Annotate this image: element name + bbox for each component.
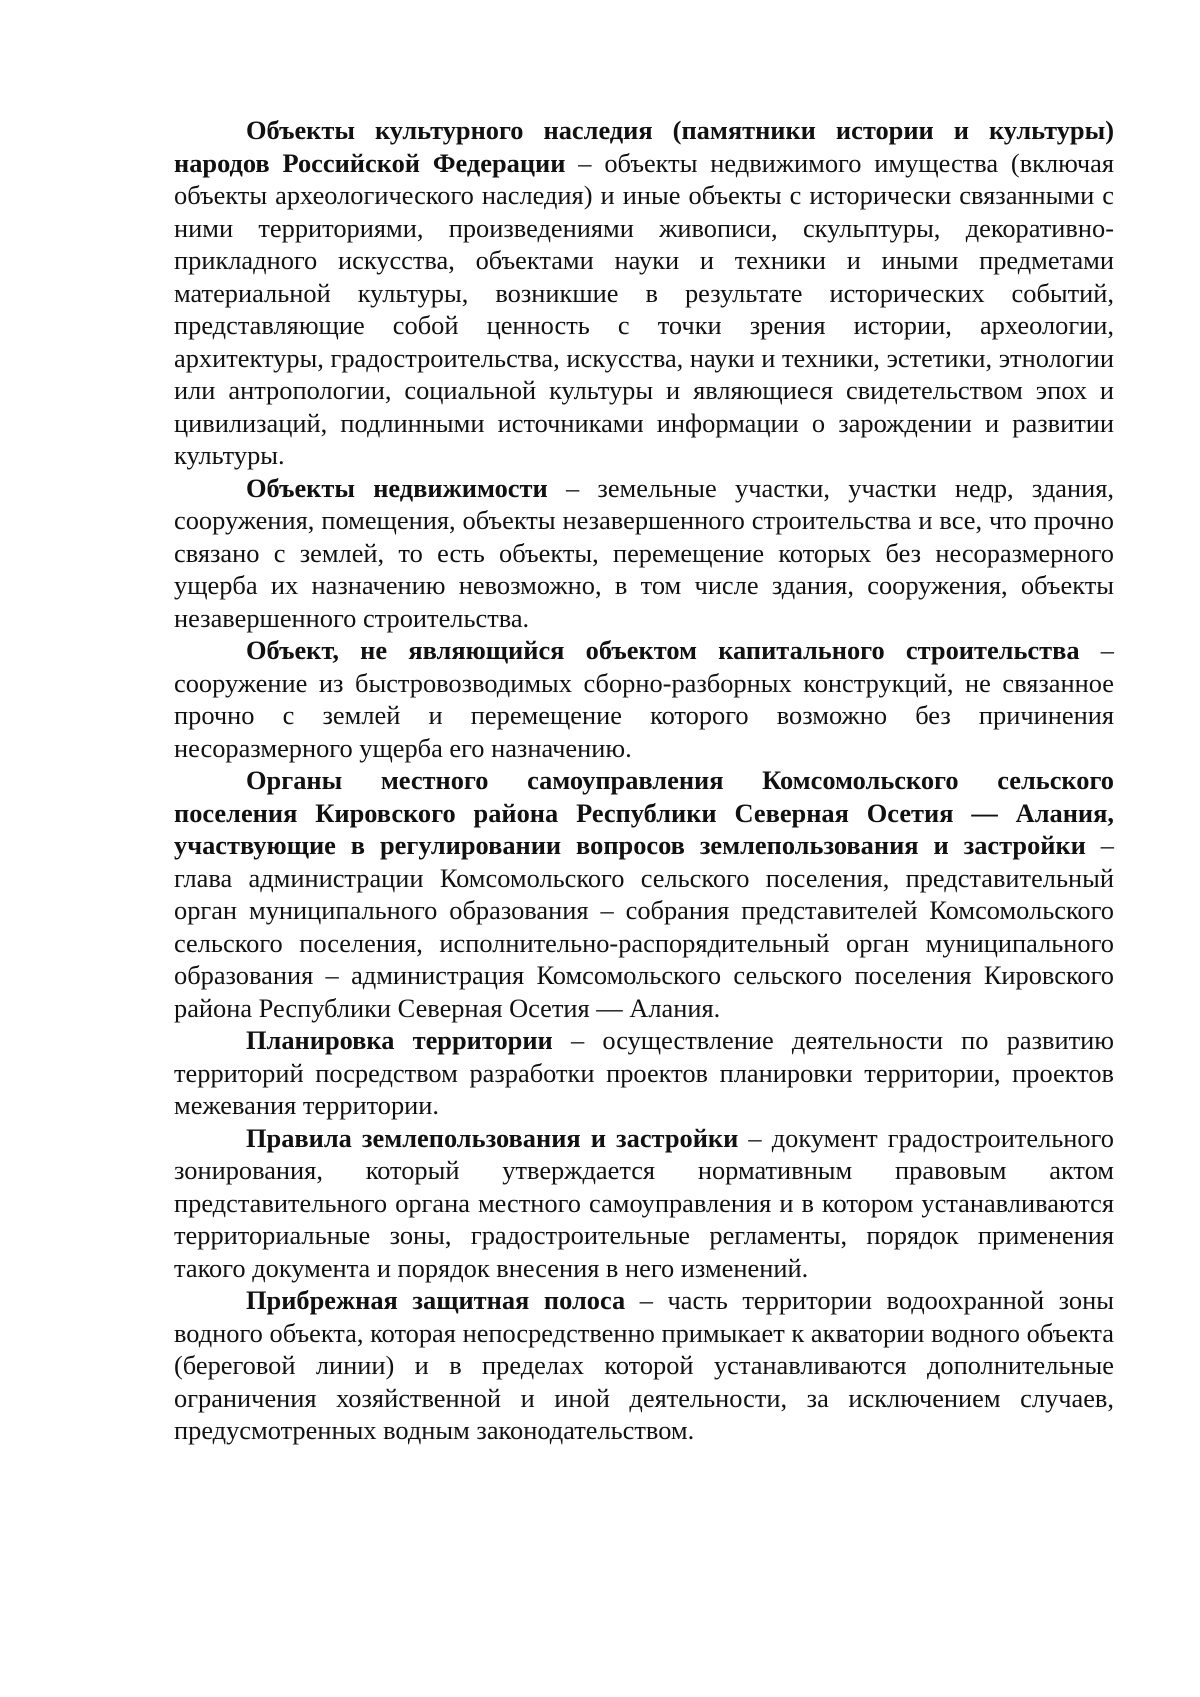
definition-paragraph [174, 472, 1114, 635]
definition-term: Правила землепользования и застройки [246, 1122, 739, 1153]
definition-paragraph [174, 764, 1114, 1024]
definition-term: Прибрежная защитная полоса [246, 1285, 626, 1315]
definition-paragraph [174, 1284, 1114, 1447]
definition-term: Объект, не являющийся объектом капитального строительства [246, 635, 1080, 665]
definition-text: – сооружение из быстровозводимых сборно-разборных конструкций, не связанное прочно с землей и перемещение которого возможно без причинения несоразмерного ущерба его назначению. [174, 635, 1114, 763]
definition-text: – документ градостроительного зонирования, который утверждается нормативным правовым актом представительного органа местного самоуправления и в котором устанавливаются территориальные зоны, градостроительные регламенты, порядок применения такого документа и порядок внесения в него изменений. [174, 1122, 1114, 1283]
definition-paragraph [174, 114, 1114, 472]
definition-paragraph [174, 634, 1114, 764]
definition-text: – земельные участки, участки недр, здания, сооружения, помещения, объекты незавершенного строительства и все, что прочно связано с землей, то есть объекты, перемещение которых без несоразмерного ущерба их назначению невозможно, в том числе здания, сооружения, объекты незавершенного строительства. [174, 472, 1114, 633]
definition-term: Органы местного самоуправления Комсомольского сельского поселения Кировского района Республики Северная Осетия — Алания, участвующие в регулировании вопросов землепользования и застройки [174, 765, 1114, 860]
definition-text: – глава администрации Комсомольского сельского поселения, представительный орган муниципального образования – собрания представителей Комсомольского сельского поселения, исполнительно-распорядительный орган муниципального образования – администрация Комсомольского сельского поселения Кировского района Республики Северная Осетия — Алания. [174, 830, 1114, 1023]
definition-text: – объекты недвижимого имущества (включая объекты археологического наследия) и иные объекты с исторически связанными с ними территориями, произведениями живописи, скульптуры, декоративно-прикладного искусства, объектами науки и техники и иными предметами материальной культуры, возникшие в результате исторических событий, представляющие собой ценность с точки зрения истории, археологии, архитектуры, градостроительства, искусства, науки и техники, эстетики, этнологии или антропологии, социальной культуры и являющиеся свидетельством эпох и цивилизаций, подлинными источниками информации о зарождении и развитии культуры. [174, 147, 1114, 470]
definition-text: – осуществление деятельности по развитию территорий посредством разработки проектов планировки территории, проектов межевания территории. [174, 1025, 1114, 1120]
definition-term: Планировка территории [246, 1025, 553, 1055]
definition-paragraph [174, 1122, 1114, 1285]
definition-text: – часть территории водоохранной зоны водного объекта, которая непосредственно примыкает к акватории водного объекта (береговой линии) и в пределах которой устанавливаются дополнительные ограничения хозяйственной и иной деятельности, за исключением случаев, предусмотренных водным законодательством. [174, 1285, 1114, 1445]
definition-term: Объекты культурного наследия (памятники истории и культуры) народов Российской Федерации [174, 115, 1114, 178]
document-page [174, 114, 1114, 1447]
definition-term: Объекты недвижимости [246, 472, 548, 503]
definition-paragraph [174, 1024, 1114, 1122]
